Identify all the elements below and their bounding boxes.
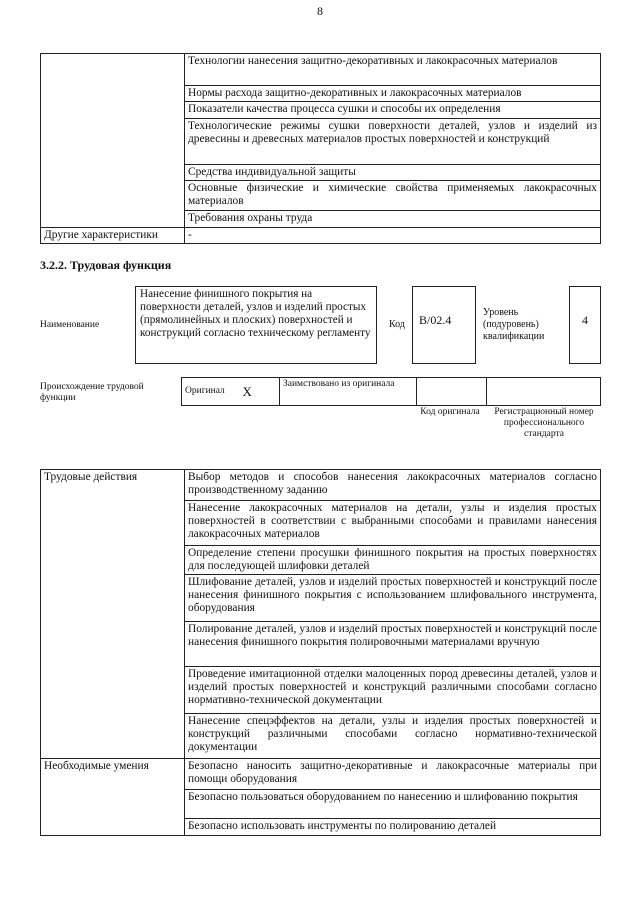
skill-item: Безопасно наносить защитно-декоративные и лакокрасочные материалы при помощи оборудования <box>185 759 601 790</box>
knowledge-item: Технологические режимы сушки поверхности деталей, узлов и изделий из древесины и древесных материалов простых поверхностей и конструкций <box>185 119 601 165</box>
skill-item: Безопасно использовать инструменты по полированию деталей <box>185 819 601 836</box>
knowledge-item: Требования охраны труда <box>185 211 601 228</box>
qualification-level-value: 4 <box>569 286 601 364</box>
labor-actions-label: Трудовые действия <box>41 470 185 759</box>
original-label: Оригинал <box>182 378 240 406</box>
labor-action-item: Проведение имитационной отделки малоценных пород древесины деталей, узлов и изделий простых поверхностей и конструкций различными способами согласно нормативно-технической документации <box>185 667 601 714</box>
table-row <box>41 759 601 790</box>
original-code-cell <box>417 378 487 406</box>
knowledge-label-cell <box>41 54 185 228</box>
section-title: 3.2.2. Трудовая функция <box>40 258 172 272</box>
table-row <box>182 378 601 406</box>
labor-action-item: Нанесение лакокрасочных материалов на детали, узлы и изделия простых поверхностей в соответствии с выбранными способами и правилами нанесения лакокрасочных материалов <box>185 501 601 546</box>
qualification-level-label: Уровень (подуровень) квалификации <box>483 307 545 342</box>
origin-table <box>181 377 601 406</box>
labor-action-item: Полирование деталей, узлов и изделий простых поверхностей и конструкций после нанесения финишного покрытия полировочными материалами вручную <box>185 622 601 667</box>
function-name-value: Нанесение финишного покрытия на поверхности деталей, узлов и изделий простых (прямолинейных и плоских) поверхностей и конструкций согласно техническому регламенту <box>135 286 377 364</box>
skills-label: Необходимые умения <box>41 759 185 836</box>
labor-action-item: Выбор методов и способов нанесения лакокрасочных материалов согласно производственному заданию <box>185 470 601 501</box>
registration-caption: Регистрационный номер профессионального стандарта <box>494 407 594 439</box>
other-characteristics-value: - <box>185 228 601 244</box>
knowledge-item: Нормы расхода защитно-декоративных и лакокрасочных материалов <box>185 86 601 102</box>
name-label: Наименование <box>40 320 100 330</box>
origin-label: Происхождение трудовой функции <box>40 382 144 403</box>
labor-action-item: Нанесение спецэффектов на детали, узлы и изделия простых поверхностей и конструкций различными способами согласно нормативно-технической документации <box>185 714 601 759</box>
code-label: Код <box>389 319 405 330</box>
labor-action-item: Шлифование деталей, узлов и изделий простых поверхностей и конструкций после нанесения финишного покрытия с использованием шлифовального инструмента, оборудования <box>185 575 601 622</box>
knowledge-item: Технологии нанесения защитно-декоративных и лакокрасочных материалов <box>185 54 601 86</box>
labor-function-table <box>40 469 601 836</box>
labor-action-item: Определение степени просушки финишного покрытия на простых поверхностях для последующей шлифовки деталей <box>185 546 601 575</box>
knowledge-item: Средства индивидуальной защиты <box>185 165 601 181</box>
knowledge-item: Показатели качества процесса сушки и способы их определения <box>185 102 601 119</box>
page-number: 8 <box>317 4 323 18</box>
function-code-value: B/02.4 <box>412 286 476 364</box>
other-characteristics-label: Другие характеристики <box>41 228 185 244</box>
table-row <box>41 228 601 244</box>
table-row <box>41 470 601 501</box>
knowledge-item: Основные физические и химические свойства применяемых лакокрасочных материалов <box>185 181 601 211</box>
knowledge-table <box>40 53 601 244</box>
code-caption: Код оригинала <box>420 407 480 417</box>
original-mark: X <box>240 378 280 406</box>
registration-number-cell <box>487 378 601 406</box>
table-row <box>41 54 601 86</box>
borrowed-label: Заимствовано из оригинала <box>280 378 417 406</box>
skill-item: Безопасно пользоваться оборудованием по нанесению и шлифованию покрытия <box>185 790 601 819</box>
